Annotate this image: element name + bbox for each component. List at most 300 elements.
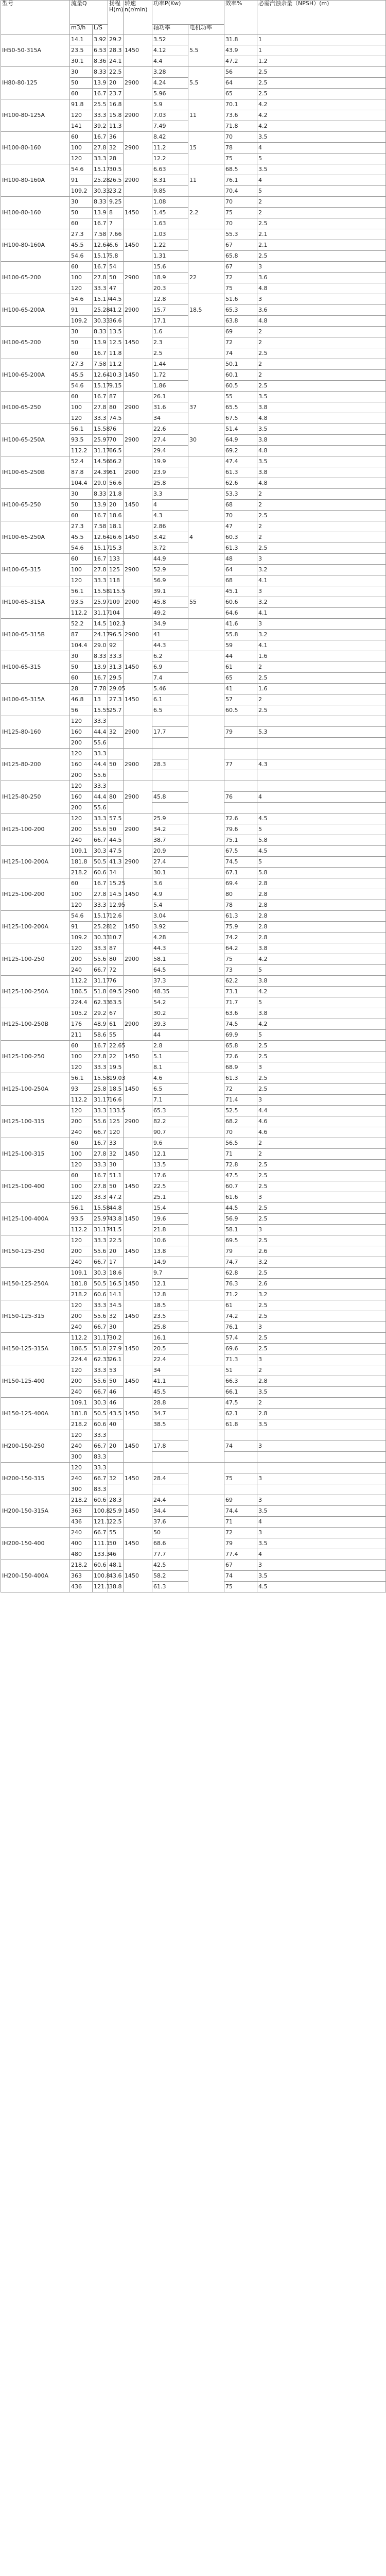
header-efficiency: 效率% bbox=[224, 1, 257, 35]
head-cell: 47.2 bbox=[108, 1192, 124, 1203]
npsh-cell: 3 bbox=[257, 554, 386, 565]
head-cell: 44.5 bbox=[108, 294, 124, 305]
flow-ls-cell: 14.5 bbox=[93, 619, 108, 630]
motor-power-cell: 11 bbox=[188, 99, 224, 132]
motor-power-cell bbox=[188, 1398, 224, 1430]
shaft-power-cell: 44 bbox=[152, 1030, 188, 1041]
table-row bbox=[1, 911, 386, 922]
flow-m3h-cell: 105.2 bbox=[70, 1008, 93, 1019]
efficiency-cell: 70 bbox=[224, 197, 257, 208]
head-cell: 22.5 bbox=[108, 67, 124, 78]
flow-m3h-cell: 112.2 bbox=[70, 1095, 93, 1106]
table-row bbox=[1, 619, 386, 630]
table-row bbox=[1, 327, 386, 337]
npsh-cell: 4.1 bbox=[257, 640, 386, 651]
table-row bbox=[1, 651, 386, 662]
head-cell: 30.2 bbox=[108, 1333, 124, 1344]
header-power: 功率P(Kw) bbox=[152, 1, 224, 25]
model-cell: IH200-150-250 bbox=[1, 1430, 70, 1463]
flow-ls-cell: 51.8 bbox=[93, 1344, 108, 1354]
motor-power-cell bbox=[188, 1008, 224, 1041]
head-cell: 23.2 bbox=[108, 186, 124, 197]
efficiency-cell: 45.1 bbox=[224, 586, 257, 597]
efficiency-cell: 64 bbox=[224, 78, 257, 89]
flow-m3h-cell: 120 bbox=[70, 1235, 93, 1246]
table-row bbox=[1, 1528, 386, 1538]
flow-m3h-cell: 112.2 bbox=[70, 1333, 93, 1344]
header-npsh: 必需汽蚀余量（NPSH）(m) bbox=[257, 1, 386, 35]
flow-m3h-cell: 120 bbox=[70, 1300, 93, 1311]
flow-m3h-cell: 23.5 bbox=[70, 45, 93, 56]
model-cell: IH100-65-315A bbox=[1, 586, 70, 619]
flow-m3h-cell: 400 bbox=[70, 1538, 93, 1549]
shaft-power-cell: 2.8 bbox=[152, 1041, 188, 1052]
shaft-power-cell: 24.4 bbox=[152, 1495, 188, 1506]
efficiency-cell: 68.9 bbox=[224, 1062, 257, 1073]
efficiency-cell: 77 bbox=[224, 759, 257, 770]
table-row bbox=[1, 1008, 386, 1019]
head-cell: 66.5 bbox=[108, 446, 124, 456]
flow-m3h-cell: 45.5 bbox=[70, 240, 93, 251]
flow-m3h-cell: 104.4 bbox=[70, 640, 93, 651]
table-row bbox=[1, 262, 386, 273]
flow-m3h-cell: 54.6 bbox=[70, 251, 93, 262]
shaft-power-cell: 4.28 bbox=[152, 933, 188, 943]
efficiency-cell: 66.1 bbox=[224, 1387, 257, 1398]
npsh-cell: 3.5 bbox=[257, 1506, 386, 1517]
flow-ls-cell: 66.7 bbox=[93, 1528, 108, 1538]
npsh-cell: 2.1 bbox=[257, 229, 386, 240]
motor-power-cell bbox=[188, 489, 224, 521]
shaft-power-cell: 2.5 bbox=[152, 348, 188, 359]
shaft-power-cell: 27.4 bbox=[152, 857, 188, 868]
flow-ls-cell: 121.1 bbox=[93, 1517, 108, 1528]
npsh-cell: 4 bbox=[257, 1517, 386, 1528]
shaft-power-cell: 6.2 bbox=[152, 651, 188, 662]
flow-m3h-cell: 109.2 bbox=[70, 933, 93, 943]
flow-m3h-cell: 46.8 bbox=[70, 694, 93, 705]
npsh-cell: 3.2 bbox=[257, 630, 386, 640]
shaft-power-cell: 34 bbox=[152, 1365, 188, 1376]
head-cell: 25.9 bbox=[108, 1506, 124, 1517]
flow-m3h-cell: 56.1 bbox=[70, 1203, 93, 1214]
flow-m3h-cell: 30 bbox=[70, 197, 93, 208]
shaft-power-cell: 28.3 bbox=[152, 759, 188, 770]
flow-m3h-cell: 436 bbox=[70, 1517, 93, 1528]
shaft-power-cell: 1.22 bbox=[152, 240, 188, 251]
head-cell: 125 bbox=[108, 565, 124, 575]
head-cell: 36.6 bbox=[108, 316, 124, 327]
efficiency-cell: 62.2 bbox=[224, 976, 257, 987]
flow-ls-cell: 33.3 bbox=[93, 900, 108, 911]
model-cell: IH125-80-200 bbox=[1, 749, 70, 781]
efficiency-cell: 62.8 bbox=[224, 1268, 257, 1279]
shaft-power-cell: 25.8 bbox=[152, 1322, 188, 1333]
npsh-cell: 4 bbox=[257, 1549, 386, 1560]
flow-ls-cell: 44.4 bbox=[93, 759, 108, 770]
flow-m3h-cell: 120 bbox=[70, 716, 93, 727]
flow-ls-cell: 58.6 bbox=[93, 1030, 108, 1041]
head-cell: 57.5 bbox=[108, 814, 124, 824]
efficiency-cell: 61 bbox=[224, 1300, 257, 1311]
flow-m3h-cell: 45.5 bbox=[70, 532, 93, 543]
shaft-power-cell: 28.8 bbox=[152, 1398, 188, 1409]
efficiency-cell: 55.8 bbox=[224, 630, 257, 640]
shaft-power-cell: 8.42 bbox=[152, 132, 188, 143]
efficiency-cell: 72 bbox=[224, 337, 257, 348]
flow-m3h-cell: 240 bbox=[70, 835, 93, 846]
head-cell: 22.65 bbox=[108, 1041, 124, 1052]
shaft-power-cell: 38.7 bbox=[152, 835, 188, 846]
head-cell: 76 bbox=[108, 976, 124, 987]
shaft-power-cell: 4.12 bbox=[152, 45, 188, 56]
shaft-power-cell: 34.2 bbox=[152, 824, 188, 835]
flow-ls-cell: 55.6 bbox=[93, 1311, 108, 1322]
speed-cell: 2900 bbox=[124, 846, 152, 878]
head-cell bbox=[108, 749, 124, 759]
head-cell: 72 bbox=[108, 965, 124, 976]
head-cell: 18.6 bbox=[108, 1268, 124, 1279]
flow-m3h-cell: 50 bbox=[70, 500, 93, 511]
npsh-cell: 3 bbox=[257, 294, 386, 305]
motor-power-cell: 5.5 bbox=[188, 67, 224, 99]
flow-ls-cell: 33.3 bbox=[93, 716, 108, 727]
speed-cell: 1450 bbox=[124, 1560, 152, 1592]
efficiency-cell bbox=[224, 1452, 257, 1463]
head-cell bbox=[108, 770, 124, 781]
efficiency-cell: 73.6 bbox=[224, 110, 257, 121]
table-row bbox=[1, 749, 386, 759]
efficiency-cell: 74 bbox=[224, 1441, 257, 1452]
flow-ls-cell: 15.58 bbox=[93, 586, 108, 597]
subheader-ls: L/S bbox=[93, 25, 108, 35]
npsh-cell: 2 bbox=[257, 1398, 386, 1409]
shaft-power-cell: 5.4 bbox=[152, 900, 188, 911]
motor-power-cell bbox=[188, 814, 224, 846]
shaft-power-cell: 50 bbox=[152, 1528, 188, 1538]
flow-ls-cell: 50.5 bbox=[93, 1409, 108, 1419]
model-cell: IH100-80-125A bbox=[1, 99, 70, 132]
npsh-cell: 5 bbox=[257, 1030, 386, 1041]
flow-ls-cell: 15.17 bbox=[93, 164, 108, 175]
efficiency-cell: 47 bbox=[224, 521, 257, 532]
table-row bbox=[1, 1171, 386, 1181]
flow-m3h-cell: 112.2 bbox=[70, 446, 93, 456]
shaft-power-cell: 17.7 bbox=[152, 727, 188, 738]
flow-ls-cell: 33.3 bbox=[93, 1365, 108, 1376]
speed-cell: 1450 bbox=[124, 1171, 152, 1203]
npsh-cell: 3.5 bbox=[257, 1387, 386, 1398]
efficiency-cell: 52.5 bbox=[224, 1106, 257, 1116]
head-cell: 18.6 bbox=[108, 511, 124, 521]
flow-ls-cell: 121.1 bbox=[93, 1582, 108, 1592]
shaft-power-cell bbox=[152, 1463, 188, 1473]
head-cell: 17 bbox=[108, 1257, 124, 1268]
motor-power-cell bbox=[188, 1560, 224, 1592]
head-cell: 43.5 bbox=[108, 1409, 124, 1419]
shaft-power-cell: 41 bbox=[152, 630, 188, 640]
flow-ls-cell: 12.64 bbox=[93, 532, 108, 543]
efficiency-cell: 61.3 bbox=[224, 1073, 257, 1084]
npsh-cell: 3.8 bbox=[257, 943, 386, 954]
efficiency-cell: 64.2 bbox=[224, 943, 257, 954]
flow-m3h-cell: 100 bbox=[70, 143, 93, 154]
efficiency-cell: 65.3 bbox=[224, 305, 257, 316]
efficiency-cell: 43.9 bbox=[224, 45, 257, 56]
head-cell: 16.6 bbox=[108, 532, 124, 543]
efficiency-cell: 57.4 bbox=[224, 1333, 257, 1344]
model-cell: IH100-80-160 bbox=[1, 132, 70, 164]
shaft-power-cell: 12.1 bbox=[152, 1149, 188, 1160]
head-cell: 29.05 bbox=[108, 684, 124, 694]
shaft-power-cell: 30.1 bbox=[152, 868, 188, 878]
flow-m3h-cell: 200 bbox=[70, 738, 93, 749]
flow-m3h-cell: 120 bbox=[70, 1106, 93, 1116]
model-cell: IH125-80-160 bbox=[1, 716, 70, 749]
efficiency-cell: 65.8 bbox=[224, 1041, 257, 1052]
flow-ls-cell: 13 bbox=[93, 694, 108, 705]
flow-m3h-cell: 52.2 bbox=[70, 619, 93, 630]
efficiency-cell: 51.6 bbox=[224, 294, 257, 305]
table-row bbox=[1, 1560, 386, 1571]
npsh-cell: 2 bbox=[257, 489, 386, 500]
head-cell: 102.3 bbox=[108, 619, 124, 630]
head-cell: 61 bbox=[108, 1019, 124, 1030]
shaft-power-cell: 15.6 bbox=[152, 262, 188, 273]
efficiency-cell: 47.2 bbox=[224, 56, 257, 67]
npsh-cell: 2.5 bbox=[257, 78, 386, 89]
table-row bbox=[1, 392, 386, 402]
motor-power-cell bbox=[188, 716, 224, 749]
npsh-cell: 2.5 bbox=[257, 1181, 386, 1192]
head-cell: 61 bbox=[108, 467, 124, 478]
efficiency-cell: 78 bbox=[224, 900, 257, 911]
head-cell: 28 bbox=[108, 154, 124, 164]
head-cell: 43.6 bbox=[108, 1571, 124, 1582]
npsh-cell: 2.5 bbox=[257, 67, 386, 78]
npsh-cell bbox=[257, 803, 386, 814]
table-row bbox=[1, 521, 386, 532]
npsh-cell bbox=[257, 781, 386, 792]
shaft-power-cell: 34 bbox=[152, 413, 188, 424]
flow-m3h-cell: 240 bbox=[70, 1441, 93, 1452]
npsh-cell: 2.5 bbox=[257, 1073, 386, 1084]
head-cell: 26.1 bbox=[108, 1354, 124, 1365]
flow-m3h-cell: 91.8 bbox=[70, 99, 93, 110]
shaft-power-cell: 82.2 bbox=[152, 1116, 188, 1127]
flow-ls-cell: 30.33 bbox=[93, 933, 108, 943]
motor-power-cell bbox=[188, 1430, 224, 1463]
flow-m3h-cell: 50 bbox=[70, 662, 93, 673]
flow-m3h-cell: 186.5 bbox=[70, 987, 93, 997]
table-row bbox=[1, 1463, 386, 1473]
npsh-cell: 4.5 bbox=[257, 814, 386, 824]
motor-power-cell: 4 bbox=[188, 521, 224, 554]
npsh-cell: 2.8 bbox=[257, 889, 386, 900]
npsh-cell: 3.5 bbox=[257, 132, 386, 143]
efficiency-cell: 76.1 bbox=[224, 1322, 257, 1333]
flow-m3h-cell: 112.2 bbox=[70, 976, 93, 987]
model-cell: IH100-80-160 bbox=[1, 197, 70, 229]
head-cell: 41.2 bbox=[108, 305, 124, 316]
flow-m3h-cell: 93.5 bbox=[70, 597, 93, 608]
flow-ls-cell: 15.58 bbox=[93, 1203, 108, 1214]
flow-ls-cell: 60.6 bbox=[93, 868, 108, 878]
motor-power-cell bbox=[188, 781, 224, 814]
efficiency-cell: 76.1 bbox=[224, 175, 257, 186]
shaft-power-cell: 5.9 bbox=[152, 99, 188, 110]
flow-m3h-cell: 109.1 bbox=[70, 1268, 93, 1279]
head-cell: 55 bbox=[108, 1030, 124, 1041]
flow-m3h-cell: 93.5 bbox=[70, 1214, 93, 1225]
shaft-power-cell: 14.9 bbox=[152, 1257, 188, 1268]
model-cell: IH100-65-200A bbox=[1, 359, 70, 392]
flow-ls-cell: 133.3 bbox=[93, 1549, 108, 1560]
flow-ls-cell: 33.3 bbox=[93, 1235, 108, 1246]
efficiency-cell: 74 bbox=[224, 1571, 257, 1582]
flow-ls-cell: 13.9 bbox=[93, 662, 108, 673]
flow-ls-cell: 16.7 bbox=[93, 132, 108, 143]
npsh-cell: 5.8 bbox=[257, 868, 386, 878]
npsh-cell: 3 bbox=[257, 1560, 386, 1571]
shaft-power-cell: 56.9 bbox=[152, 575, 188, 586]
flow-m3h-cell: 56 bbox=[70, 705, 93, 716]
shaft-power-cell bbox=[152, 770, 188, 781]
model-cell: IH200-150-400 bbox=[1, 1528, 70, 1560]
npsh-cell: 3 bbox=[257, 1322, 386, 1333]
model-cell: IH125-100-250B bbox=[1, 1008, 70, 1041]
efficiency-cell: 77.4 bbox=[224, 1549, 257, 1560]
head-cell: 47 bbox=[108, 283, 124, 294]
efficiency-cell: 75.1 bbox=[224, 835, 257, 846]
flow-m3h-cell: 218.2 bbox=[70, 1419, 93, 1430]
shaft-power-cell: 3.3 bbox=[152, 489, 188, 500]
shaft-power-cell: 9.7 bbox=[152, 1268, 188, 1279]
flow-ls-cell: 16.7 bbox=[93, 1041, 108, 1052]
efficiency-cell: 72 bbox=[224, 1084, 257, 1095]
flow-ls-cell: 27.8 bbox=[93, 1181, 108, 1192]
model-cell: IH125-100-200A bbox=[1, 846, 70, 878]
flow-ls-cell: 13.9 bbox=[93, 78, 108, 89]
shaft-power-cell: 7.1 bbox=[152, 1095, 188, 1106]
shaft-power-cell: 31.6 bbox=[152, 402, 188, 413]
flow-m3h-cell: 87 bbox=[70, 630, 93, 640]
efficiency-cell: 72 bbox=[224, 1528, 257, 1538]
shaft-power-cell: 3.52 bbox=[152, 35, 188, 45]
motor-power-cell bbox=[188, 229, 224, 262]
motor-power-cell bbox=[188, 878, 224, 911]
model-cell: IH100-65-200 bbox=[1, 327, 70, 359]
head-cell: 46 bbox=[108, 1398, 124, 1409]
flow-ls-cell: 31.17 bbox=[93, 608, 108, 619]
table-row bbox=[1, 99, 386, 110]
flow-ls-cell: 29.0 bbox=[93, 478, 108, 489]
flow-m3h-cell: 200 bbox=[70, 1311, 93, 1322]
shaft-power-cell: 41.1 bbox=[152, 1376, 188, 1387]
npsh-cell: 5.8 bbox=[257, 835, 386, 846]
shaft-power-cell: 7.4 bbox=[152, 673, 188, 684]
speed-cell: 1450 bbox=[124, 1235, 152, 1268]
npsh-cell: 3.2 bbox=[257, 1290, 386, 1300]
efficiency-cell: 69.6 bbox=[224, 1344, 257, 1354]
efficiency-cell: 62.6 bbox=[224, 478, 257, 489]
head-cell: 18.1 bbox=[108, 521, 124, 532]
shaft-power-cell: 5.1 bbox=[152, 1052, 188, 1062]
npsh-cell: 2 bbox=[257, 532, 386, 543]
efficiency-cell: 60.5 bbox=[224, 705, 257, 716]
table-row bbox=[1, 846, 386, 857]
flow-m3h-cell: 200 bbox=[70, 954, 93, 965]
head-cell: 11.2 bbox=[108, 359, 124, 370]
speed-cell: 1450 bbox=[124, 684, 152, 716]
head-cell: 44.8 bbox=[108, 1203, 124, 1214]
flow-ls-cell: 33.3 bbox=[93, 749, 108, 759]
shaft-power-cell: 1.31 bbox=[152, 251, 188, 262]
model-cell: IH200-150-315 bbox=[1, 1463, 70, 1495]
flow-m3h-cell: 30 bbox=[70, 651, 93, 662]
npsh-cell bbox=[257, 1430, 386, 1441]
model-cell: IH150-125-250A bbox=[1, 1268, 70, 1300]
head-cell: 48.1 bbox=[108, 1560, 124, 1571]
flow-m3h-cell: 60 bbox=[70, 1138, 93, 1149]
model-cell: IH150-125-400 bbox=[1, 1365, 70, 1398]
flow-ls-cell: 66.7 bbox=[93, 1441, 108, 1452]
table-row bbox=[1, 164, 386, 175]
shaft-power-cell bbox=[152, 1452, 188, 1463]
shaft-power-cell: 22.5 bbox=[152, 1181, 188, 1192]
shaft-power-cell: 22.6 bbox=[152, 424, 188, 435]
flow-ls-cell: 25.97 bbox=[93, 597, 108, 608]
flow-ls-cell: 16.7 bbox=[93, 878, 108, 889]
flow-m3h-cell: 300 bbox=[70, 1484, 93, 1495]
npsh-cell: 2.5 bbox=[257, 1214, 386, 1225]
npsh-cell: 2.5 bbox=[257, 1052, 386, 1062]
flow-ls-cell: 55.6 bbox=[93, 738, 108, 749]
npsh-cell: 2.5 bbox=[257, 1333, 386, 1344]
table-row bbox=[1, 781, 386, 792]
flow-m3h-cell: 240 bbox=[70, 1127, 93, 1138]
subheader-m3h: m3/h bbox=[70, 25, 93, 35]
flow-m3h-cell: 109.2 bbox=[70, 186, 93, 197]
shaft-power-cell: 4.9 bbox=[152, 889, 188, 900]
motor-power-cell bbox=[188, 456, 224, 489]
flow-ls-cell: 13.9 bbox=[93, 500, 108, 511]
shaft-power-cell: 5.46 bbox=[152, 684, 188, 694]
flow-ls-cell: 7.58 bbox=[93, 521, 108, 532]
efficiency-cell: 75 bbox=[224, 954, 257, 965]
shaft-power-cell: 15.7 bbox=[152, 305, 188, 316]
shaft-power-cell: 4 bbox=[152, 500, 188, 511]
flow-m3h-cell: 56.1 bbox=[70, 424, 93, 435]
shaft-power-cell: 38.5 bbox=[152, 1419, 188, 1430]
efficiency-cell: 65 bbox=[224, 89, 257, 99]
npsh-cell: 5 bbox=[257, 186, 386, 197]
efficiency-cell: 66.3 bbox=[224, 1376, 257, 1387]
motor-power-cell bbox=[188, 943, 224, 976]
head-cell: 7.66 bbox=[108, 229, 124, 240]
flow-m3h-cell: 100 bbox=[70, 402, 93, 413]
flow-ls-cell: 51.8 bbox=[93, 987, 108, 997]
flow-ls-cell: 25.28 bbox=[93, 922, 108, 933]
head-cell: 50 bbox=[108, 759, 124, 770]
shaft-power-cell: 6.1 bbox=[152, 694, 188, 705]
flow-m3h-cell: 240 bbox=[70, 1473, 93, 1484]
shaft-power-cell: 1.08 bbox=[152, 197, 188, 208]
npsh-cell: 2 bbox=[257, 500, 386, 511]
shaft-power-cell: 6.5 bbox=[152, 705, 188, 716]
flow-m3h-cell: 60 bbox=[70, 1041, 93, 1052]
flow-ls-cell: 31.17 bbox=[93, 976, 108, 987]
